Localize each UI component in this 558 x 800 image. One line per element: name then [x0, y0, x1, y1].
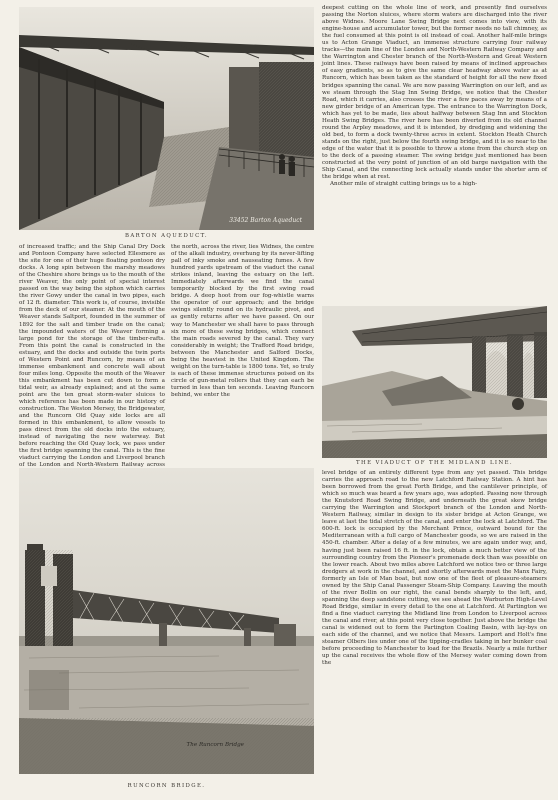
middle-column-paragraph: the north, across the river, lies Widnes, the centre of the alkali industry, overhung by its never-lifting pall of inky smoke and nauseating fumes. A few hundred yards upstream of the viaduct the canal strikes inland, leaving the estuary on the left. Immediately afterwards we find the canal temporarily blocked by the first swing road bridge. A deep hoot from our fog-whistle warns the operator of our approach; and the bridge swings silently round on its hydraulic pivot, and as gently returns after we have passed. On our way to Manchester we shall have to pass through six more of these swing bridges, which connect the main roads severed by the canal. They vary considerably in weight; the Trafford Road bridge, between the Manchester and Salford Docks, being the heaviest in the United Kingdom. The weight on the turn-table is 1800 tons. Yet, so truly is each of these immense structures poised on its circle of gun-metal rollers that they can each be turned in less than ten seconds. Leaving Runcorn behind, we enter the — [171, 244, 314, 398]
right-top-column — [322, 5, 547, 302]
right-top-paragraph-2: Another mile of straight cutting brings us to a high- — [330, 181, 478, 188]
viaduct-picture — [322, 306, 547, 458]
runcorn-bridge-engraving — [19, 468, 314, 774]
right-bottom-column — [322, 470, 547, 795]
left-column-paragraph: of increased traffic; and the Ship Canal Dry Dock and Pontoon Company have selected Ellesmere as the site for one of their huge floating pontoon dry docks. A long spin between the marshy meadows of the Cheshire shore brings us to the mouth of the river Weaver, the only point of special interest passed on the way being the siphon which carries the river Gowy under the canal in two pipes, each of 12 ft. diameter. This work is, of course, invisible from the deck of our steamer. At the mouth of the Weaver stands Saltport, founded in the summer of 1892 for the salt and timber trade on the canal; the impounded waters of the Weaver forming a large pond for the storage of the timber-rafts. From this point the canal is constructed in the estuary, and the docks and outside the twin ports of Western Point and Runcorn, by means of an immense embankment and concrete wall about four miles long. Opposite the mouth of the Weaver this embankment has been cut down to form a tidal weir, as already explained; and at the same point are the ten great storm-water sluices to which reference has been made in our history of construction. The Weston Mersey, the Bridgewater, and the Runcorn Old Quay side locks are all formed in this embankment, to allow vessels to pass direct from the old docks into the estuary, instead of navigating the new waterway. But before reaching the Old Quay lock, we pass under the first bridge spanning the canal. This is the fine viaduct carrying the London and Liverpool branch of the London and North-Western Railway across — [19, 244, 165, 469]
runcorn-caption: RUNCORN BRIDGE. — [127, 783, 206, 789]
left-column — [19, 244, 165, 469]
middle-column — [171, 244, 314, 464]
aqueduct-caption: BARTON AQUEDUCT. — [125, 233, 208, 239]
barton-aqueduct-engraving — [19, 7, 314, 230]
aqueduct-picture — [19, 7, 314, 230]
runcorn-picture — [19, 468, 314, 774]
right-top-paragraph: deepest cutting on the whole line of work, and presently find ourselves passing the Norton sluices, where storm waters are discharged into the river above Widnes. Moore Lane Swing Bridge next comes into view, with its engine-house and accumulator tower, but the former needs no tall chimney, as the fuel consumed at this point is oil instead of coal. Another half-mile brings us to Acton Grange Viaduct, an immense structure carrying four railway tracks—the main line of the London and North-Western Railway Company and the Warrington and Chester branch of the North-Western and Great Western joint lines. These railways have been raised by means of inclined approaches of easy gradients, so as to give the same clear headway above water as at Runcorn, which has been taken as the standard of height for all the new fixed bridges spanning the canal. We are now passing Warrington on our left, and as we steam through the Stag Inn Swing Bridge, we notice that the Chester Road, which it carries, also crosses the river a few paces away by means of a new girder bridge of an American type. The entrance to the Warrington Dock, which has yet to be made, lies about halfway between Stag Inn and Stockton Heath Swing Bridges. The river here has been diverted from its old channel round the Arpley meadows, and it is intended, by dredging and widening the old bed, to form a dock twenty-three acres in extent. Stockton Heath Church stands on the right, just below the fourth swing bridge, and it is so near to the edge of the water that it is possible to throw a stone from the church step on to the deck of a passing steamer. The swing bridge just mentioned has been constructed at the very point of junction of an old barge navigation with the Ship Canal, and the connecting lock actually stands under the shorter arm of the bridge when at rest. — [322, 5, 547, 181]
aqueduct-plate-inscription: 33452 Barton Aqueduct — [229, 217, 302, 224]
midland-viaduct-engraving — [322, 306, 547, 458]
runcorn-plate-inscription: The Runcorn Bridge — [186, 742, 244, 748]
right-bottom-paragraph: level bridge of an entirely different type from any yet passed. This bridge carries the approach road to the new Latchford Railway Station. A hint has been borrowed from the great Forth Bridge, and the cantilever principle, of which so much was heard a few years ago, was adopted. Passing now through the Knutsford Road Swing Bridge, and underneath the great skew bridge carrying the Warrington and Stockport branch of the London and North-Western Railway, similar in design to its sister bridge at Acton Grange, we leave at last the tidal stretch of the canal, and enter the lock at Latchford. The 600-ft. lock is occupied by the Merchant Prince, outward bound for the Mediterranean with a full cargo of Manchester goods, so we are raised in the 450-ft. chamber. After a delay of a few minutes, we are again under way, and, having just been raised 16 ft. in the lock, obtain a much better view of the surrounding country from the Pioneer's promenade deck than was possible on the lower reach. About two miles above Latchford we notice two or three large dredgers at work in the channel, and shortly afterwards meet the Manx Fairy, formerly an Isle of Man boat, but now one of the fleet of pleasure-steamers owned by the Ship Canal Passenger Steam-Ship Company. Leaving the mouth of the river Bollin on our right, the canal bends sharply to the left, and, spanning the deep sandstone cutting, we see ahead the Warburton High-Level Road Bridge, similar in every detail to the one at Latchford. At Partington we find a fine viaduct carrying the Midland line from London to Liverpool across the canal and river, at this point very close together. Just above the bridge the canal is widened out to form the Partington Coaling Basin, with lay-bys on each side of the channel, and we notice that Messrs. Lamport and Holt's fine steamer Olbers lies under one of the tipping-cradles taking in her bunker coal before proceeding to Manchester to load for the Brazils. Nearly a mile further up the canal receives the whole flow of the Mersey water coming down from the — [322, 470, 547, 667]
viaduct-caption: THE VIADUCT OF THE MIDLAND LINE. — [355, 460, 514, 466]
